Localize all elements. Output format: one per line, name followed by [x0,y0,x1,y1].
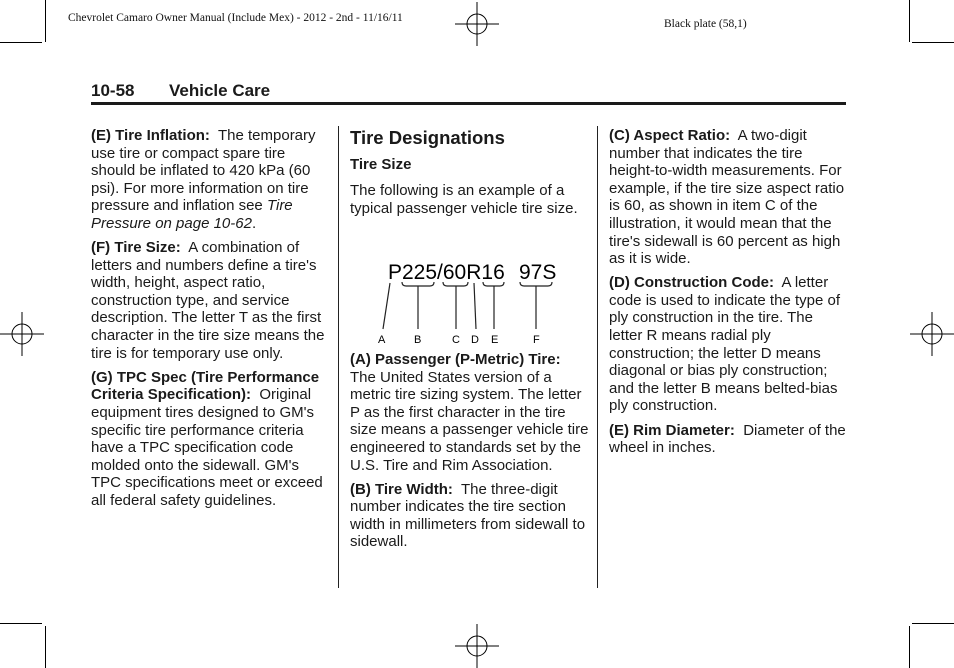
term-label: (B) Tire Width [350,480,448,498]
tire-size-code: P225/60R16 [388,261,505,284]
print-header-manual: Chevrolet Camaro Owner Manual (Include Mex) - 2012 - 2nd - 11/16/11 [68,12,403,24]
paragraph-tire-inflation: (E) Tire Inflation: The temporary use tire or compact spare tire should be inflated to 420 kPa (60 psi). For more information on tire pressure and inflation see Tire Pressure on page 10-62. [91,127,316,232]
paragraph-rim-diameter: (E) Rim Diameter: Diameter of the wheel in inches. [609,421,846,457]
diagram-label-e: E [491,334,499,346]
term-text: The United States version of a metric tire sizing system. The letter P as the first character in the tire size means a passenger vehicle tire engineered to standards set by the U.S. Tire and Rim Association. [350,368,589,474]
diagram-label-d: D [471,334,479,346]
diagram-label-c: C [452,334,460,346]
crop-mark [45,0,46,42]
paragraph-construction-code: (D) Construction Code: A letter code is used to indicate the type of ply construction in the tire. The letter R means radial ply construction; the letter D means diagonal or bias ply construction; and the letter B means belted-bias ply construction. [609,274,840,415]
diagram-label-a: A [378,334,386,346]
term-text: A two-digit number that indicates the tire height-to-width measurements. For example, if the tire size aspect ratio is 60, as shown in item C of the illustration, it would mean that the tire's sidewall is 60 percent as high as it is wide. [609,127,845,268]
registration-mark-icon [455,2,499,46]
paragraph-tpc-spec: (G) TPC Spec (Tire Performance Criteria Specification): Original equipment tires designed to GM's specific tire performance criteria have a TPC specification code molded onto the sidewall. GM's TPC specifications meet or exceed all federal safety guidelines. [91,368,323,509]
crop-mark [909,0,910,42]
column-2 [350,127,588,224]
section-title: Tire Designations [350,127,505,148]
diagram-label-b: B [414,334,422,346]
paragraph-tire-size: (F) Tire Size: A combination of letters and numbers define a tire's width, height, aspect ratio, construction type, and service description. The letter T as the first character in the tire size means the tire is for temporary use only. [91,239,325,362]
crop-mark [0,42,42,43]
crop-mark [909,626,910,668]
leader-line-a [383,283,390,329]
term-text: A combination of letters and numbers define a tire's width, height, aspect ratio, construction type, and service description. The letter T as the first character in the tire size means the tire is for temporary use only. [91,239,325,362]
paragraph-tire-width: (B) Tire Width: The three-digit number indicates the tire section width in millimeters from sidewall to sidewall. [350,480,586,551]
page-number: 10-58 [91,81,135,100]
column-2-lower [350,351,590,558]
header-rule [91,102,846,105]
term-label: (A) Passenger (P-Metric) Tire [350,351,556,368]
cross-reference-link[interactable]: Tire Pressure on page 10-62 [91,197,293,232]
registration-mark-icon [910,312,954,356]
leader-line-d [474,283,476,329]
crop-mark [912,42,954,43]
paragraph-aspect-ratio: (C) Aspect Ratio: A two-digit number that indicates the tire height-to-width measurements. For example, if the tire size aspect ratio is 60, as shown in item C of the illustration, it would mean that the tire's sidewall is 60 percent as high as it is wide. [609,127,845,268]
registration-mark-icon [0,312,44,356]
term-label: (E) Rim Diameter [609,421,730,439]
crop-mark [45,626,46,668]
term-label: (G) TPC Spec (Tire Performance Criteria Specification) [91,368,320,404]
term-text: The three-digit number indicates the tire section width in millimeters from sidewall to sidewall. [350,480,586,551]
column-divider [338,126,339,588]
term-label: (E) Tire Inflation [91,127,205,144]
print-header-plate: Black plate (58,1) [664,18,747,30]
column-1 [91,127,331,516]
term-label: (D) Construction Code [609,274,769,292]
registration-mark-icon [455,624,499,668]
diagram-label-f: F [533,334,540,346]
paragraph-intro: The following is an example of a typical passenger vehicle tire size. [350,182,578,217]
term-text: A letter code is used to indicate the type of ply construction in the tire. The letter R means radial ply construction; the letter D means diagonal or bias ply construction; and the letter B means belted-bias ply construction. [609,274,840,415]
column-divider [597,126,598,588]
term-label: (C) Aspect Ratio [609,127,726,144]
subsection-title: Tire Size [350,156,412,173]
crop-mark [0,623,42,624]
running-head [91,81,270,101]
service-description-code: 97S [519,261,557,284]
chapter-title: Vehicle Care [169,81,271,100]
term-text: Original equipment tires designed to GM's specific tire performance criteria have a TPC specification code molded onto the sidewall. GM's TPC specifications meet or exceed all federal safety guidelines. [91,386,323,509]
paragraph-passenger-tire: (A) Passenger (P-Metric) Tire: The United States version of a metric tire sizing system. The letter P as the first character in the tire size means a passenger vehicle tire engineered to standards set by the U.S. Tire and Rim Association. [350,351,589,474]
term-text: The temporary use tire or compact spare tire should be inflated to 420 kPa (60 psi). For more information on tire pressure and inflation see [91,127,316,215]
tire-size-diagram [350,250,590,350]
term-text: Diameter of the wheel in inches. [609,421,846,457]
term-label: (F) Tire Size [91,239,176,257]
column-3 [609,127,849,463]
crop-mark [912,623,954,624]
